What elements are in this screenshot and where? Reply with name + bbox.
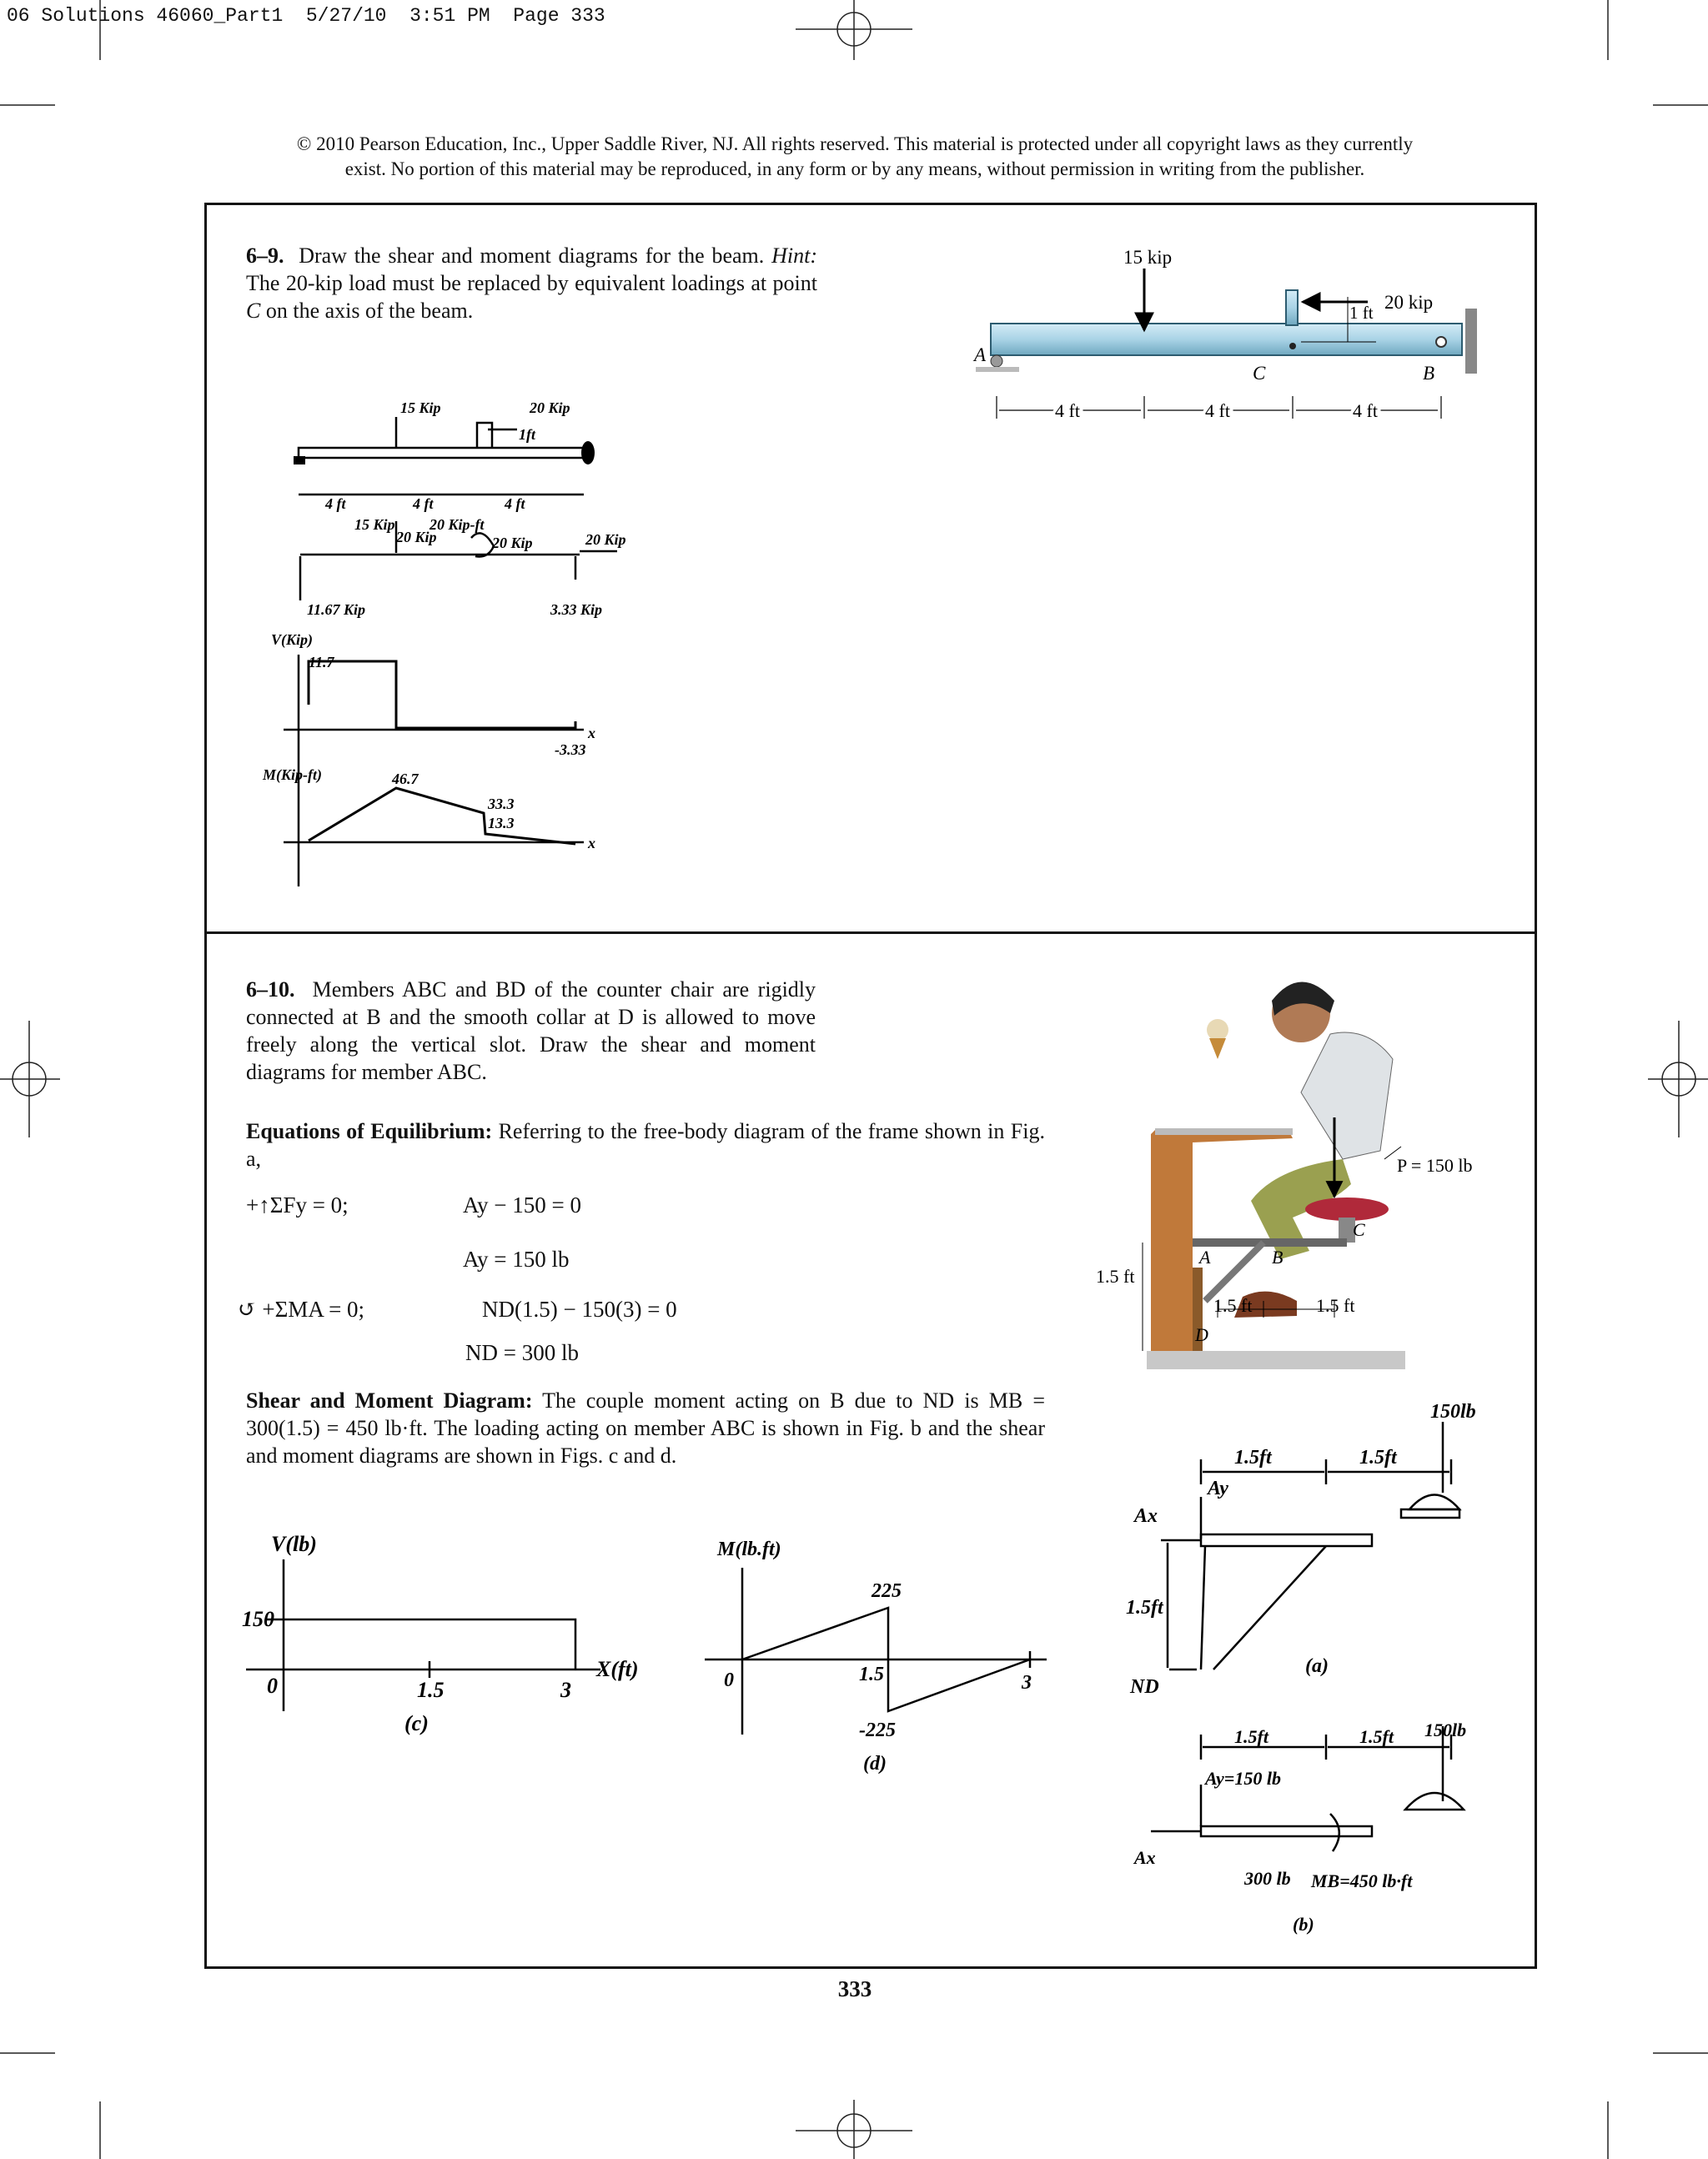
chair-d: D xyxy=(1195,1324,1208,1345)
a-dim-2: 1.5ft xyxy=(1359,1447,1397,1469)
a-dim-1: 1.5ft xyxy=(1234,1447,1272,1469)
person-torso xyxy=(1301,1032,1393,1159)
chair-p-label: P = 150 lb xyxy=(1397,1155,1473,1176)
chair-dim-1: 1.5 ft xyxy=(1213,1295,1253,1316)
span-1-label: 4 ft xyxy=(1055,400,1080,421)
b-ay: Ay=150 lb xyxy=(1205,1768,1281,1789)
sk-span-3: 4 ft xyxy=(505,495,525,512)
section-divider xyxy=(204,931,1537,934)
a-nd: ND xyxy=(1130,1676,1159,1693)
wall-support-b xyxy=(1465,309,1477,374)
d-caption: (d) xyxy=(863,1753,887,1775)
sk-react-b: 3.33 Kip xyxy=(550,601,603,618)
beam xyxy=(991,324,1462,355)
chair-height: 1.5 ft xyxy=(1096,1266,1135,1287)
b-dim-2: 1.5ft xyxy=(1359,1726,1394,1747)
d-origin: 0 xyxy=(724,1669,734,1691)
shear-moment-section xyxy=(246,1387,1045,1469)
eq-intro: Referring to the free-body diagram of the frame shown in Fig. a, xyxy=(246,1119,1045,1171)
bracket xyxy=(1286,290,1298,325)
copyright-line-2: exist. No portion of this material may be reproduced, in any form or by any means, without permission in writing from the publisher. xyxy=(344,158,1365,179)
point-c-dot xyxy=(1289,343,1296,349)
chair-b: B xyxy=(1272,1247,1284,1268)
d-axis: M(lb.ft) xyxy=(717,1539,781,1560)
roller-support-a xyxy=(991,355,1002,367)
eq3: ND(1.5) − 150(3) = 0 xyxy=(482,1297,677,1322)
sk-fbd-moment: 20 Kip-ft xyxy=(430,516,485,533)
c-origin: 0 xyxy=(267,1674,278,1698)
problem-number: 6–10. xyxy=(246,977,295,1002)
b-caption: (b) xyxy=(1293,1914,1314,1935)
d-value-neg: -225 xyxy=(859,1720,896,1741)
problem-6-9-text xyxy=(246,242,817,324)
sk-shear-pos: 11.7 xyxy=(309,654,334,670)
sk-m-c1: 33.3 xyxy=(488,796,515,812)
offset-label: 1 ft xyxy=(1349,303,1374,323)
sk-offset: 1ft xyxy=(519,426,535,443)
equilibrium-section xyxy=(246,1117,1045,1172)
shear-curve xyxy=(309,661,575,728)
copyright-notice xyxy=(200,132,1510,182)
sm-heading: Shear and Moment Diagram: xyxy=(246,1388,533,1413)
b-mb: MB=450 lb·ft xyxy=(1311,1870,1413,1891)
sk-shear-x: x xyxy=(588,725,595,741)
shear-diagram-c xyxy=(242,1518,676,1751)
eq1-label: +↑ΣFy = 0; xyxy=(246,1192,349,1218)
a-ay: Ay xyxy=(1208,1478,1228,1499)
ice-cream-icon xyxy=(1207,1019,1228,1041)
problem-statement: Members ABC and BD of the counter chair are rigidly connected at B and the smooth collar at D is allowed to move freely along the vertical slot. Draw the shear and moment diagrams for member ABC. xyxy=(246,977,816,1084)
b-dim-1: 1.5ft xyxy=(1234,1726,1268,1747)
fbd-figure-b xyxy=(1118,1718,1501,1943)
c-caption: (c) xyxy=(404,1711,429,1735)
b-ax: Ax xyxy=(1134,1847,1156,1868)
a-load: 150lb xyxy=(1430,1401,1476,1423)
a-ax: Ax xyxy=(1134,1505,1158,1527)
hint-text-end: on the axis of the beam. xyxy=(265,299,474,323)
sm-text-1: The couple moment acting on B due to ND is MB = 300(1.5) = 450 lb·ft. The loading acting on member ABC is shown in Fig. b xyxy=(246,1388,1046,1440)
moment-curve xyxy=(309,788,575,844)
load-15-label: 15 kip xyxy=(1123,247,1173,268)
counter-chair-figure xyxy=(1084,967,1518,1384)
c-tick-1: 1.5 xyxy=(417,1678,445,1702)
page-number: 333 xyxy=(837,1976,872,2001)
sk-span-2: 4 ft xyxy=(413,495,434,512)
sk-fbd-15: 15 Kip xyxy=(354,516,395,533)
load-20-label: 20 kip xyxy=(1384,292,1434,313)
span-2-label: 4 ft xyxy=(1205,400,1230,421)
hint-label: Hint: xyxy=(771,244,818,268)
b-load: 150lb xyxy=(1424,1720,1467,1740)
sk-moment-axis: M(Kip-ft) xyxy=(263,766,322,783)
d-tick-2: 3 xyxy=(1022,1672,1032,1694)
span-3-label: 4 ft xyxy=(1353,400,1378,421)
sk-load-20: 20 Kip xyxy=(530,399,570,416)
eq2: Ay = 150 lb xyxy=(463,1247,570,1272)
d-value-pos: 225 xyxy=(872,1580,902,1602)
sk-fbd-20: 20 Kip xyxy=(396,529,437,545)
sk-span-1: 4 ft xyxy=(325,495,346,512)
sk-moment-x: x xyxy=(588,835,595,851)
hint-text: The 20-kip load must be replaced by equivalent loadings at point xyxy=(246,271,817,295)
hint-point: C xyxy=(246,299,261,323)
c-tick-2: 3 xyxy=(560,1678,571,1702)
problem-6-10-text xyxy=(246,976,816,1086)
problem-number: 6–9. xyxy=(246,244,284,268)
eq4: ND = 300 lb xyxy=(465,1340,579,1365)
eq1: Ay − 150 = 0 xyxy=(463,1192,581,1218)
a-height: 1.5ft xyxy=(1126,1597,1163,1619)
label-b: B xyxy=(1423,363,1435,384)
c-value: 150 xyxy=(242,1607,274,1631)
eq-heading: Equations of Equilibrium: xyxy=(246,1119,493,1143)
sk-load-15: 15 Kip xyxy=(400,399,441,416)
sk-shear-axis: V(Kip) xyxy=(271,631,314,648)
c-xlabel: X(ft) xyxy=(596,1657,639,1681)
c-axis: V(lb) xyxy=(271,1532,317,1556)
sk-m-peak: 46.7 xyxy=(392,771,419,787)
beam-solution-sketch xyxy=(250,379,684,896)
chair-dim-2: 1.5 ft xyxy=(1316,1295,1355,1316)
fbd-figure-a xyxy=(1118,1401,1501,1693)
sk-fbd-20c: 20 Kip xyxy=(585,531,626,548)
sk-m-c2: 13.3 xyxy=(488,815,515,831)
b-nd: 300 lb xyxy=(1244,1868,1291,1889)
label-a: A xyxy=(974,344,987,365)
stool-seat xyxy=(1305,1197,1389,1221)
chair-a: A xyxy=(1199,1247,1211,1268)
sk-shear-neg: -3.33 xyxy=(555,741,586,758)
slug-line: 06 Solutions 46060_Part1 5/27/10 3:51 PM Page 333 xyxy=(7,5,605,27)
problem-statement: Draw the shear and moment diagrams for the beam. xyxy=(299,244,765,268)
a-caption: (a) xyxy=(1305,1655,1329,1677)
sk-fbd-20b: 20 Kip xyxy=(492,535,533,551)
moment-b-arc xyxy=(1330,1814,1339,1851)
copyright-line-1: © 2010 Pearson Education, Inc., Upper Saddle River, NJ. All rights reserved. This material is protected under all copyright laws as they currently xyxy=(296,133,1414,154)
moment-diagram-d xyxy=(701,1526,1059,1793)
label-c: C xyxy=(1253,363,1266,384)
chair-c: C xyxy=(1353,1219,1365,1240)
d-tick-1: 1.5 xyxy=(859,1664,884,1685)
beam-figure xyxy=(959,233,1501,434)
sk-react-a: 11.67 Kip xyxy=(307,601,366,618)
eq3-label: ↺ +ΣMA = 0; xyxy=(238,1297,365,1322)
sm-text-2: and the shear and moment diagrams are shown in Figs. c and d. xyxy=(246,1416,1045,1468)
